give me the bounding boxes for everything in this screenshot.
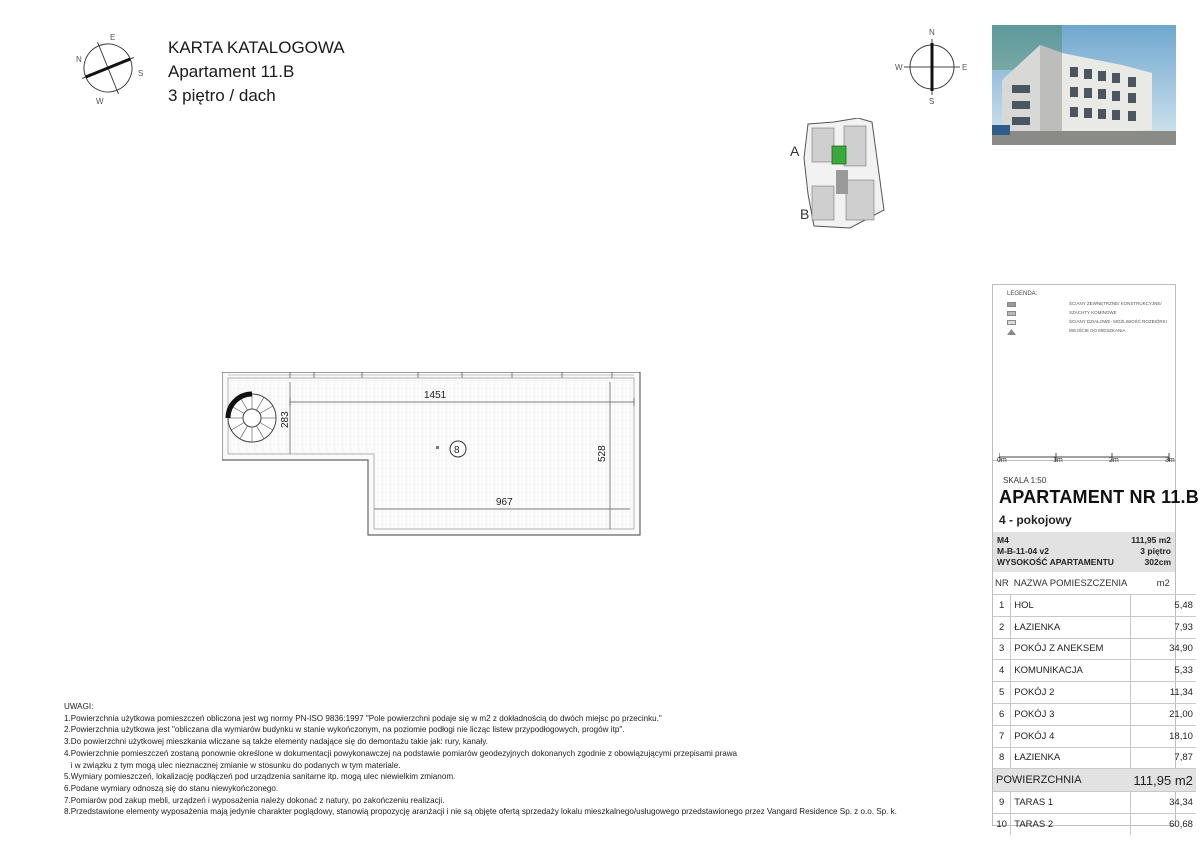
note-line: 8.Przedstawione elementy wyposażenia mają jedynie charakter poglądowy, stanowią propozycję aranżacji i nie są objęte ofertą sprzedaży lokalu mieszkalnego/usługowego przedstawionego przez Vangard Residence Sp. z o.o. Sp. k.: [64, 807, 897, 817]
apartment-code: M4: [997, 535, 1009, 545]
table-row: 9 TARAS 1 34,34: [993, 792, 1196, 814]
keyplan-label-a: A: [790, 143, 800, 159]
room-number-marker: 8: [454, 445, 460, 456]
compass-e: E: [110, 33, 116, 42]
note-line: 2.Powierzchnia użytkowa jest "obliczana dla wymiarów budynku w stanie wykończonym, na poziomie podłogi nie licząc listew przypodłogowych, progów itp".: [64, 725, 625, 735]
legend-item: ŚCIANY ZEWNĘTRZNE/ KONSTRUKCYJNE/: [1007, 301, 1167, 309]
height-label: WYSOKOŚĆ APARTAMENTU: [997, 557, 1114, 567]
notes-title: UWAGI:: [64, 702, 94, 711]
building-keyplan: [788, 118, 888, 230]
compass-w: W: [96, 97, 104, 106]
total-area-row: POWIERZCHNIA 111,95 m2: [993, 769, 1196, 792]
compass-rose-icon: [70, 30, 150, 110]
dimension-right: 528: [597, 445, 608, 462]
note-line: 4.Powierzchnie pomieszczeń zostaną ponownie określone w dokumentacji powykonawczej na podstawie pomiarów geodezyjnych dokonanych zgodnie z obowiązującymi przepisami prawa: [64, 748, 738, 758]
apartment-info-panel: [992, 284, 1199, 831]
table-header: NR NAZWA POMIESZCZENIA m2: [995, 577, 1170, 589]
table-row: 8 ŁAZIENKA 7,87: [993, 747, 1196, 769]
legend: [993, 285, 1175, 461]
apartment-summary: [993, 532, 1175, 572]
legend-title: LEGENDA:: [1007, 291, 1038, 297]
dimension-bottom: 967: [496, 497, 513, 508]
scale-tick: 0m: [997, 457, 1007, 464]
building-rendering: [992, 25, 1176, 145]
compass-e: E: [962, 63, 968, 72]
entrance-triangle-icon: [1007, 329, 1016, 335]
table-row: 2 ŁAZIENKA 7,93: [993, 616, 1196, 638]
table-row: 10 TARAS 2 60,68: [993, 814, 1196, 835]
scale-tick: 1m: [1053, 457, 1063, 464]
note-line: i w związku z tym mogą ulec nieznacznej zmianie w stosunku do podanych w tym materiale.: [64, 760, 401, 770]
apartment-area: 111,95 m2: [1131, 535, 1171, 545]
rooms-table: [993, 572, 1196, 835]
table-row: 4 KOMUNIKACJA 5,33: [993, 660, 1196, 682]
note-line: 5.Wymiary pomieszczeń, lokalizację podłączeń pod urządzenia sanitarne itp. mogą ulec niewielkim zmianom.: [64, 772, 456, 782]
table-row: 6 POKÓJ 3 21,00: [993, 703, 1196, 725]
scale-bar: [999, 453, 1171, 463]
note-line: 7.Pomiarów pod zakup mebli, urządzeń i wyposażenia należy dokonać z natury, po zakończeniu realizacji.: [64, 795, 445, 805]
scale-tick: 2m: [1109, 457, 1119, 464]
apartment-name: Apartament 11.B: [168, 62, 295, 81]
floor-plan: [222, 372, 652, 547]
compass-s: S: [929, 97, 935, 106]
apartment-title: APARTAMENT NR 11.B: [999, 487, 1199, 507]
compass-n: N: [76, 55, 82, 64]
legend-item: ŚCIANY DZIAŁOWE- MOŻLIWOŚĆ ROZBIÓRKI: [1007, 319, 1167, 327]
legend-item: SZACHTY KOMINOWE: [1007, 310, 1167, 318]
note-line: 6.Podane wymiary odnoszą się do stanu niewykończonego.: [64, 783, 279, 793]
notes: [64, 701, 897, 818]
note-line: 1.Powierzchnia użytkowa pomieszczeń obliczona jest wg normy PN-ISO 9836:1997 "Pole powierzchni podaje się w m2 z dokładnością do dwóch miejsc po przecinku.": [64, 713, 662, 723]
title-block: [168, 36, 345, 108]
compass-n: N: [929, 28, 935, 37]
scale-tick: 3m: [1165, 457, 1175, 464]
apartment-type: 4 - pokojowy: [999, 513, 1072, 527]
sheet-title: KARTA KATALOGOWA: [168, 38, 345, 57]
height-value: 302cm: [1144, 557, 1171, 567]
table-row: 7 POKÓJ 4 18,10: [993, 725, 1196, 747]
table-row: 5 POKÓJ 2 11,34: [993, 682, 1196, 704]
compass-rose-icon: [892, 26, 972, 108]
compass-w: W: [895, 63, 903, 72]
legend-item: WEJŚCIE DO MIESZKANIA: [1007, 328, 1167, 336]
highlighted-apartment: [832, 146, 846, 164]
spiral-staircase-icon: [228, 394, 276, 442]
scale-label: SKALA 1:50: [1003, 476, 1047, 485]
dimension-top: 1451: [424, 390, 447, 401]
table-row: 3 POKÓJ Z ANEKSEM 34,90: [993, 638, 1196, 660]
floor-label: 3 piętro / dach: [168, 86, 276, 105]
table-row: 1 HOL 5,48: [993, 595, 1196, 617]
apartment-code-2: M-B-11-04 v2: [997, 546, 1049, 556]
dimension-left: 283: [280, 411, 291, 428]
note-line: 3.Do powierzchni użytkowej mieszkania wliczane są także elementy nadające się do demontażu takie jak: rury, kanały.: [64, 737, 488, 747]
compass-s: S: [138, 69, 144, 78]
keyplan-label-b: B: [800, 206, 810, 222]
apartment-floor: 3 piętro: [1140, 546, 1171, 556]
